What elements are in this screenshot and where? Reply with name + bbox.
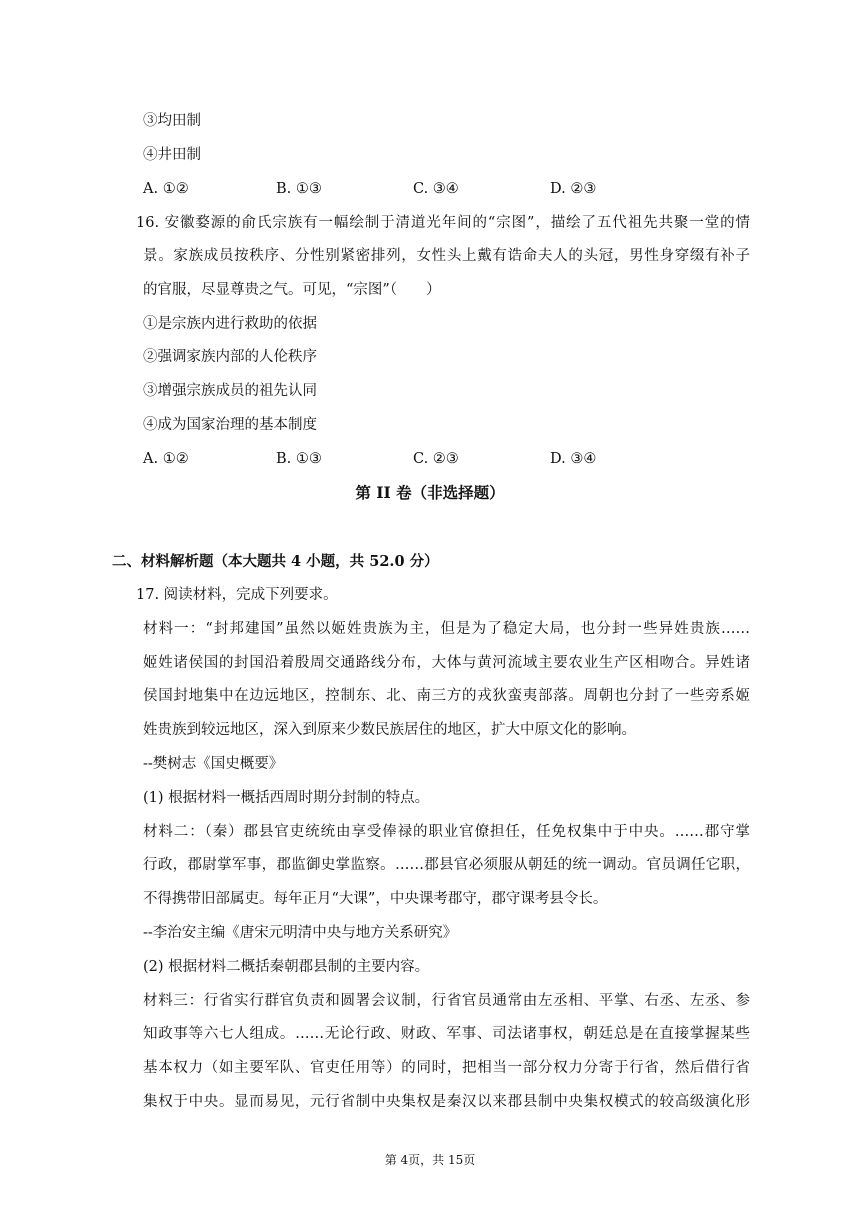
q16-item-3: ③增强宗族成员的祖先认同 [143,383,317,399]
q17-material1-line-2: 姬姓诸侯国的封国沿着殷周交通路线分布，大体与黄河流域主要农业生产区相吻合。异姓诸 [143,655,750,671]
section2-heading: 二、材料解析题（本大题共 4 小题，共 52.0 分） [112,553,439,570]
q15-item-4: ④井田制 [143,147,201,163]
q17-material3-line-2: 知政事等六七人组成。……无论行政、财政、军事、司法诸事权，朝廷总是在直接掌握某些 [143,1026,750,1042]
q16-option-b: B. ①③ [276,451,322,467]
q17-material2-line-1: 材料二：（秦）郡县官吏统统由享受俸禄的职业官僚担任，任免权集中于中央。……郡守掌 [143,824,750,840]
q17-material1-line-1: 材料一：“封邦建国”虽然以姬姓贵族为主，但是为了稳定大局，也分封一些异姓贵族…… [143,621,750,637]
q17-question2: (2) 根据材料二概括秦朝郡县制的主要内容。 [143,959,430,975]
q16-option-c: C. ②③ [413,451,459,467]
q15-option-c: C. ③④ [413,181,459,197]
q15-option-d: D. ②③ [550,181,597,197]
q17-material3-line-1: 材料三：行省实行群官负责和圆署会议制，行省官员通常由左丞相、平掌、右丞、左丞、参 [143,993,750,1009]
q15-option-a: A. ①② [143,181,189,197]
q16-stem-line-3: 的官服，尽显尊贵之气。可见，“宗图”（ ） [143,282,441,298]
q17-material1-line-4: 姓贵族到较远地区，深入到原来少数民族居住的地区，扩大中原文化的影响。 [143,722,636,738]
part2-title: 第 II 卷（非选择题） [355,483,505,502]
q15-option-b: B. ①③ [276,181,322,197]
q17-material2-line-3: 不得携带旧部属吏。每年正月“大课”，中央课考郡守，郡守课考县令长。 [143,891,608,907]
q17-material3-line-3: 基本权力（如主要军队、官吏任用等）的同时，把相当一部分权力分寄于行省，然后借行省 [143,1060,750,1076]
q16-item-2: ②强调家族内部的人伦秩序 [143,349,317,365]
page-footer: 第 4页，共 15页 [384,1153,476,1167]
q17-stem: 17. 阅读材料，完成下列要求。 [136,587,338,603]
q16-item-1: ①是宗族内进行救助的依据 [143,316,317,332]
q16-option-d: D. ③④ [550,451,597,467]
q17-material2-line-2: 行政，郡尉掌军事，郡监御史掌监察。……郡县官必须服从朝廷的统一调动。官员调任它职， [143,857,750,873]
q16-item-4: ④成为国家治理的基本制度 [143,417,317,433]
q17-material3-line-4: 集权于中央。显而易见，元行省制中央集权是秦汉以来郡县制中央集权模式的较高级演化形 [143,1094,750,1110]
q16-stem-line-2: 景。家族成员按秩序、分性别紧密排列，女性头上戴有诰命夫人的头冠，男性身穿缀有补子 [143,248,750,264]
q17-material1-line-3: 侯国封地集中在边远地区，控制东、北、南三方的戎狄蛮夷部落。周朝也分封了一些旁系姬 [143,688,750,704]
q16-option-a: A. ①② [143,451,189,467]
q17-question1: (1) 根据材料一概括西周时期分封制的特点。 [143,790,430,806]
q16-stem-line-1: 16. 安徽婺源的俞氏宗族有一幅绘制于清道光年间的“宗图”，描绘了五代祖先共聚一堂的情 [136,215,750,231]
q17-source1: --樊树志《国史概要》 [143,756,284,772]
q15-item-3: ③均田制 [143,113,201,129]
q17-source2: --李治安主编《唐宋元明清中央与地方关系研究》 [143,925,458,941]
